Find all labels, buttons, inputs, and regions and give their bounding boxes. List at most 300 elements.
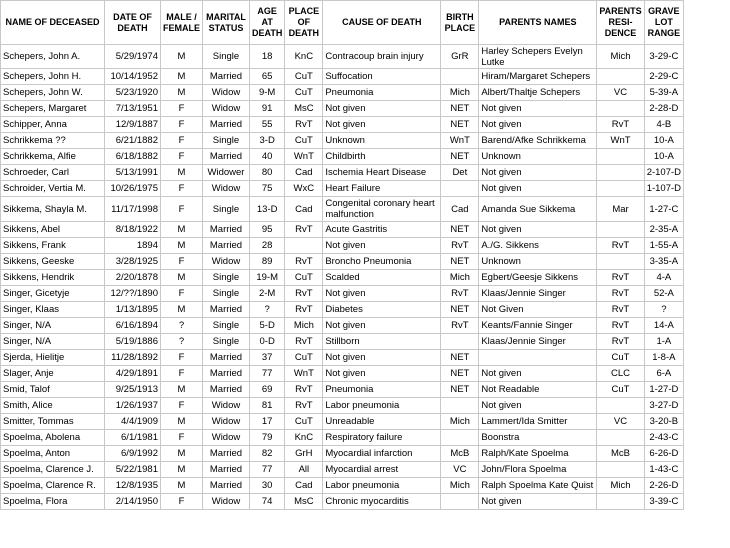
cell-age[interactable]: 91 [250,101,285,117]
cell-residence[interactable]: VC [597,85,644,101]
cell-cause[interactable]: Myocardial arrest [323,462,441,478]
cell-marital[interactable]: Widow [203,85,250,101]
cell-parents[interactable]: Unknown [479,254,597,270]
cell-grave[interactable]: 6-26-D [644,446,683,462]
cell-place[interactable]: RvT [285,254,323,270]
cell-place[interactable]: RvT [285,398,323,414]
cell-age[interactable]: 2-M [250,286,285,302]
cell-birth[interactable]: NET [441,366,479,382]
cell-birth[interactable]: Cad [441,197,479,222]
cell-place[interactable]: MsC [285,494,323,510]
cell-place[interactable]: CuT [285,350,323,366]
cell-sex[interactable]: M [161,302,203,318]
cell-name[interactable]: Sikkema, Shayla M. [1,197,105,222]
cell-cause[interactable]: Labor pneumonia [323,398,441,414]
cell-residence[interactable]: RvT [597,117,644,133]
cell-marital[interactable]: Widow [203,101,250,117]
cell-birth[interactable]: NET [441,222,479,238]
cell-birth[interactable]: NET [441,101,479,117]
cell-grave[interactable]: 2-26-D [644,478,683,494]
cell-grave[interactable]: 3-29-C [644,45,683,69]
cell-residence[interactable] [597,101,644,117]
cell-sex[interactable]: M [161,165,203,181]
cell-birth[interactable]: McB [441,446,479,462]
cell-age[interactable]: 55 [250,117,285,133]
cell-residence[interactable]: CLC [597,366,644,382]
cell-place[interactable]: All [285,462,323,478]
cell-age[interactable]: 69 [250,382,285,398]
cell-age[interactable]: 3-D [250,133,285,149]
cell-date[interactable]: 5/22/1981 [105,462,161,478]
cell-sex[interactable]: F [161,197,203,222]
cell-sex[interactable]: M [161,446,203,462]
cell-residence[interactable]: McB [597,446,644,462]
cell-parents[interactable]: Klaas/Jennie Singer [479,334,597,350]
cell-residence[interactable]: RvT [597,270,644,286]
cell-sex[interactable]: M [161,85,203,101]
cell-date[interactable]: 8/18/1922 [105,222,161,238]
cell-name[interactable]: Spoelma, Abolena [1,430,105,446]
header-residence[interactable]: PARENTS RESI-DENCE [597,1,644,45]
cell-sex[interactable]: F [161,366,203,382]
cell-birth[interactable]: RvT [441,318,479,334]
cell-parents[interactable]: Not given [479,165,597,181]
cell-parents[interactable]: Not given [479,222,597,238]
cell-birth[interactable]: Mich [441,85,479,101]
cell-marital[interactable]: Married [203,382,250,398]
cell-age[interactable]: 81 [250,398,285,414]
cell-sex[interactable]: M [161,478,203,494]
cell-cause[interactable]: Pneumonia [323,85,441,101]
cell-sex[interactable]: M [161,382,203,398]
cell-age[interactable]: 13-D [250,197,285,222]
cell-date[interactable]: 4/4/1909 [105,414,161,430]
cell-marital[interactable]: Married [203,222,250,238]
cell-place[interactable]: WxC [285,181,323,197]
cell-parents[interactable]: Not Given [479,302,597,318]
cell-marital[interactable]: Single [203,197,250,222]
cell-name[interactable]: Schroeder, Carl [1,165,105,181]
cell-residence[interactable] [597,149,644,165]
cell-grave[interactable]: 1-A [644,334,683,350]
cell-date[interactable]: 3/28/1925 [105,254,161,270]
cell-place[interactable]: WnT [285,366,323,382]
cell-birth[interactable]: WnT [441,133,479,149]
cell-marital[interactable]: Married [203,366,250,382]
cell-parents[interactable]: Not given [479,101,597,117]
cell-sex[interactable]: M [161,462,203,478]
cell-birth[interactable]: RvT [441,238,479,254]
cell-marital[interactable]: Married [203,69,250,85]
cell-place[interactable]: Cad [285,165,323,181]
cell-grave[interactable]: 3-35-A [644,254,683,270]
cell-place[interactable]: WnT [285,149,323,165]
cell-age[interactable]: 9-M [250,85,285,101]
cell-marital[interactable]: Married [203,350,250,366]
cell-name[interactable]: Spoelma, Clarence R. [1,478,105,494]
cell-parents[interactable]: Albert/Thaltje Schepers [479,85,597,101]
cell-age[interactable]: 95 [250,222,285,238]
cell-parents[interactable]: Ralph/Kate Spoelma [479,446,597,462]
cell-date[interactable]: 1/13/1895 [105,302,161,318]
cell-age[interactable]: 82 [250,446,285,462]
cell-sex[interactable]: F [161,101,203,117]
cell-grave[interactable]: 1-27-D [644,382,683,398]
cell-name[interactable]: Slager, Anje [1,366,105,382]
cell-birth[interactable] [441,398,479,414]
cell-birth[interactable]: Mich [441,270,479,286]
cell-parents[interactable]: Unknown [479,149,597,165]
cell-grave[interactable]: 2-107-D [644,165,683,181]
cell-age[interactable]: 37 [250,350,285,366]
cell-cause[interactable]: Labor pneumonia [323,478,441,494]
cell-place[interactable]: RvT [285,117,323,133]
cell-cause[interactable]: Diabetes [323,302,441,318]
cell-parents[interactable]: Not given [479,494,597,510]
cell-date[interactable]: 6/9/1992 [105,446,161,462]
header-cause[interactable]: CAUSE OF DEATH [323,1,441,45]
cell-place[interactable]: RvT [285,222,323,238]
cell-grave[interactable]: 4-A [644,270,683,286]
cell-residence[interactable]: Mich [597,478,644,494]
cell-marital[interactable]: Married [203,149,250,165]
cell-cause[interactable]: Respiratory failure [323,430,441,446]
cell-age[interactable]: 80 [250,165,285,181]
cell-place[interactable]: MsC [285,101,323,117]
cell-date[interactable]: 6/16/1894 [105,318,161,334]
cell-grave[interactable]: ? [644,302,683,318]
cell-parents[interactable]: Not given [479,366,597,382]
cell-birth[interactable]: NET [441,117,479,133]
cell-sex[interactable]: M [161,69,203,85]
cell-name[interactable]: Singer, N/A [1,318,105,334]
cell-cause[interactable]: Pneumonia [323,382,441,398]
cell-name[interactable]: Schepers, John H. [1,69,105,85]
cell-sex[interactable]: M [161,414,203,430]
cell-parents[interactable]: Egbert/Geesje Sikkens [479,270,597,286]
cell-grave[interactable]: 3-20-B [644,414,683,430]
cell-place[interactable]: CuT [285,85,323,101]
cell-date[interactable]: 7/13/1951 [105,101,161,117]
cell-residence[interactable] [597,69,644,85]
cell-parents[interactable]: Boonstra [479,430,597,446]
cell-sex[interactable]: F [161,149,203,165]
header-sex[interactable]: MALE / FEMALE [161,1,203,45]
cell-marital[interactable]: Widow [203,254,250,270]
cell-place[interactable]: RvT [285,302,323,318]
cell-cause[interactable]: Stillborn [323,334,441,350]
cell-place[interactable]: CuT [285,133,323,149]
cell-name[interactable]: Smid, Talof [1,382,105,398]
cell-sex[interactable]: F [161,398,203,414]
cell-birth[interactable] [441,494,479,510]
cell-age[interactable]: 19-M [250,270,285,286]
cell-name[interactable]: Smitter, Tommas [1,414,105,430]
header-date[interactable]: DATE OF DEATH [105,1,161,45]
cell-marital[interactable]: Widow [203,398,250,414]
cell-sex[interactable]: M [161,270,203,286]
cell-date[interactable]: 2/20/1878 [105,270,161,286]
cell-place[interactable]: Cad [285,478,323,494]
cell-birth[interactable]: Mich [441,478,479,494]
cell-name[interactable]: Sikkens, Abel [1,222,105,238]
cell-sex[interactable]: F [161,254,203,270]
cell-parents[interactable]: Not Readable [479,382,597,398]
cell-parents[interactable]: Barend/Afke Schrikkema [479,133,597,149]
cell-cause[interactable]: Contracoup brain injury [323,45,441,69]
header-place[interactable]: PLACE OF DEATH [285,1,323,45]
cell-marital[interactable]: Single [203,334,250,350]
cell-birth[interactable] [441,334,479,350]
cell-place[interactable]: Cad [285,197,323,222]
cell-residence[interactable]: Mar [597,197,644,222]
cell-grave[interactable]: 52-A [644,286,683,302]
cell-age[interactable]: 65 [250,69,285,85]
cell-age[interactable]: 30 [250,478,285,494]
cell-age[interactable]: 77 [250,462,285,478]
cell-residence[interactable] [597,462,644,478]
cell-name[interactable]: Singer, Gicetyje [1,286,105,302]
cell-birth[interactable]: GrR [441,45,479,69]
cell-sex[interactable]: F [161,494,203,510]
cell-age[interactable]: ? [250,302,285,318]
cell-marital[interactable]: Married [203,462,250,478]
cell-birth[interactable]: VC [441,462,479,478]
cell-place[interactable]: Mich [285,318,323,334]
cell-cause[interactable]: Scalded [323,270,441,286]
cell-name[interactable]: Schepers, Margaret [1,101,105,117]
cell-residence[interactable] [597,430,644,446]
cell-name[interactable]: Spoelma, Anton [1,446,105,462]
header-marital[interactable]: MARITAL STATUS [203,1,250,45]
cell-marital[interactable]: Widow [203,414,250,430]
cell-age[interactable]: 17 [250,414,285,430]
cell-birth[interactable]: Det [441,165,479,181]
header-name[interactable]: NAME OF DECEASED [1,1,105,45]
cell-date[interactable]: 6/18/1882 [105,149,161,165]
cell-cause[interactable]: Not given [323,238,441,254]
cell-place[interactable]: CuT [285,270,323,286]
cell-marital[interactable]: Married [203,302,250,318]
cell-date[interactable]: 11/28/1892 [105,350,161,366]
header-grave[interactable]: GRAVE LOT RANGE [644,1,683,45]
cell-marital[interactable]: Single [203,45,250,69]
cell-place[interactable]: RvT [285,286,323,302]
header-age[interactable]: AGE AT DEATH [250,1,285,45]
cell-age[interactable]: 18 [250,45,285,69]
cell-cause[interactable]: Not given [323,350,441,366]
cell-birth[interactable]: NET [441,254,479,270]
cell-cause[interactable]: Acute Gastritis [323,222,441,238]
cell-age[interactable]: 74 [250,494,285,510]
cell-date[interactable]: 4/29/1891 [105,366,161,382]
cell-parents[interactable]: A./G. Sikkens [479,238,597,254]
cell-residence[interactable]: RvT [597,238,644,254]
cell-grave[interactable]: 2-28-D [644,101,683,117]
cell-age[interactable]: 75 [250,181,285,197]
cell-marital[interactable]: Widow [203,181,250,197]
cell-parents[interactable]: Amanda Sue Sikkema [479,197,597,222]
cell-birth[interactable]: Mich [441,414,479,430]
cell-residence[interactable]: WnT [597,133,644,149]
cell-grave[interactable]: 10-A [644,149,683,165]
cell-marital[interactable]: Married [203,117,250,133]
cell-residence[interactable] [597,181,644,197]
cell-marital[interactable]: Widow [203,494,250,510]
cell-cause[interactable]: Broncho Pneumonia [323,254,441,270]
cell-marital[interactable]: Single [203,286,250,302]
cell-residence[interactable]: RvT [597,318,644,334]
cell-grave[interactable]: 1-107-D [644,181,683,197]
cell-date[interactable]: 10/14/1952 [105,69,161,85]
cell-name[interactable]: Singer, Klaas [1,302,105,318]
cell-date[interactable]: 5/29/1974 [105,45,161,69]
cell-parents[interactable] [479,350,597,366]
cell-residence[interactable]: VC [597,414,644,430]
cell-cause[interactable]: Not given [323,286,441,302]
cell-place[interactable]: KnC [285,45,323,69]
cell-sex[interactable]: M [161,45,203,69]
cell-age[interactable]: 77 [250,366,285,382]
cell-date[interactable]: 6/1/1981 [105,430,161,446]
cell-sex[interactable]: F [161,350,203,366]
cell-date[interactable]: 9/25/1913 [105,382,161,398]
cell-cause[interactable]: Childbirth [323,149,441,165]
cell-name[interactable]: Sikkens, Frank [1,238,105,254]
cell-birth[interactable]: NET [441,149,479,165]
cell-residence[interactable] [597,398,644,414]
cell-parents[interactable]: Not given [479,398,597,414]
cell-name[interactable]: Singer, N/A [1,334,105,350]
cell-date[interactable]: 1/26/1937 [105,398,161,414]
cell-date[interactable]: 12/9/1887 [105,117,161,133]
cell-place[interactable]: CuT [285,69,323,85]
cell-cause[interactable]: Not given [323,366,441,382]
cell-name[interactable]: Schrikkema ?? [1,133,105,149]
cell-parents[interactable]: Keants/Fannie Singer [479,318,597,334]
cell-residence[interactable]: Mich [597,45,644,69]
cell-grave[interactable]: 1-43-C [644,462,683,478]
cell-birth[interactable]: NET [441,302,479,318]
cell-grave[interactable]: 4-B [644,117,683,133]
cell-parents[interactable]: Klaas/Jennie Singer [479,286,597,302]
cell-grave[interactable]: 2-43-C [644,430,683,446]
cell-sex[interactable]: F [161,181,203,197]
cell-grave[interactable]: 14-A [644,318,683,334]
cell-cause[interactable]: Chronic myocarditis [323,494,441,510]
cell-parents[interactable]: Ralph Spoelma Kate Quist [479,478,597,494]
cell-grave[interactable]: 1-8-A [644,350,683,366]
cell-sex[interactable]: F [161,133,203,149]
cell-grave[interactable]: 5-39-A [644,85,683,101]
cell-date[interactable]: 1894 [105,238,161,254]
cell-name[interactable]: Schepers, John W. [1,85,105,101]
cell-age[interactable]: 79 [250,430,285,446]
cell-grave[interactable]: 10-A [644,133,683,149]
cell-sex[interactable]: ? [161,318,203,334]
cell-place[interactable]: KnC [285,430,323,446]
cell-sex[interactable]: F [161,117,203,133]
cell-birth[interactable]: NET [441,350,479,366]
cell-parents[interactable]: John/Flora Spoelma [479,462,597,478]
cell-name[interactable]: Schroider, Vertia M. [1,181,105,197]
cell-residence[interactable] [597,165,644,181]
cell-cause[interactable]: Suffocation [323,69,441,85]
cell-cause[interactable]: Not given [323,117,441,133]
cell-residence[interactable]: RvT [597,334,644,350]
cell-birth[interactable] [441,430,479,446]
cell-grave[interactable]: 3-39-C [644,494,683,510]
cell-birth[interactable]: NET [441,382,479,398]
cell-marital[interactable]: Widow [203,430,250,446]
cell-cause[interactable]: Unknown [323,133,441,149]
cell-name[interactable]: Sjerda, Hielitje [1,350,105,366]
cell-name[interactable]: Spoelma, Flora [1,494,105,510]
cell-date[interactable]: 10/26/1975 [105,181,161,197]
cell-grave[interactable]: 3-27-D [644,398,683,414]
cell-grave[interactable]: 2-35-A [644,222,683,238]
cell-parents[interactable]: Not given [479,117,597,133]
cell-age[interactable]: 0-D [250,334,285,350]
cell-name[interactable]: Schrikkema, Alfie [1,149,105,165]
cell-marital[interactable]: Married [203,478,250,494]
header-birth[interactable]: BIRTH PLACE [441,1,479,45]
header-parents[interactable]: PARENTS NAMES [479,1,597,45]
cell-age[interactable]: 89 [250,254,285,270]
cell-marital[interactable]: Married [203,238,250,254]
cell-grave[interactable]: 2-29-C [644,69,683,85]
cell-sex[interactable]: F [161,286,203,302]
cell-grave[interactable]: 1-27-C [644,197,683,222]
cell-place[interactable]: RvT [285,334,323,350]
cell-cause[interactable]: Unreadable [323,414,441,430]
cell-place[interactable]: GrH [285,446,323,462]
cell-name[interactable]: Smith, Alice [1,398,105,414]
cell-grave[interactable]: 1-55-A [644,238,683,254]
cell-residence[interactable]: CuT [597,350,644,366]
cell-name[interactable]: Schipper, Anna [1,117,105,133]
cell-marital[interactable]: Married [203,446,250,462]
cell-date[interactable]: 2/14/1950 [105,494,161,510]
cell-name[interactable]: Spoelma, Clarence J. [1,462,105,478]
cell-cause[interactable]: Congenital coronary heart malfunction [323,197,441,222]
cell-date[interactable]: 12/8/1935 [105,478,161,494]
cell-residence[interactable]: RvT [597,302,644,318]
cell-cause[interactable]: Ischemia Heart Disease [323,165,441,181]
cell-residence[interactable] [597,254,644,270]
cell-cause[interactable]: Not given [323,101,441,117]
cell-cause[interactable]: Not given [323,318,441,334]
cell-date[interactable]: 11/17/1998 [105,197,161,222]
cell-age[interactable]: 40 [250,149,285,165]
cell-parents[interactable]: Not given [479,181,597,197]
cell-grave[interactable]: 6-A [644,366,683,382]
cell-residence[interactable] [597,494,644,510]
cell-date[interactable]: 5/13/1991 [105,165,161,181]
cell-place[interactable]: RvT [285,382,323,398]
cell-marital[interactable]: Single [203,270,250,286]
cell-marital[interactable]: Widower [203,165,250,181]
cell-cause[interactable]: Heart Failure [323,181,441,197]
cell-age[interactable]: 5-D [250,318,285,334]
cell-residence[interactable]: RvT [597,286,644,302]
cell-age[interactable]: 28 [250,238,285,254]
cell-sex[interactable]: M [161,222,203,238]
cell-name[interactable]: Sikkens, Geeske [1,254,105,270]
cell-parents[interactable]: Lammert/Ida Smitter [479,414,597,430]
cell-marital[interactable]: Single [203,133,250,149]
cell-birth[interactable]: RvT [441,286,479,302]
